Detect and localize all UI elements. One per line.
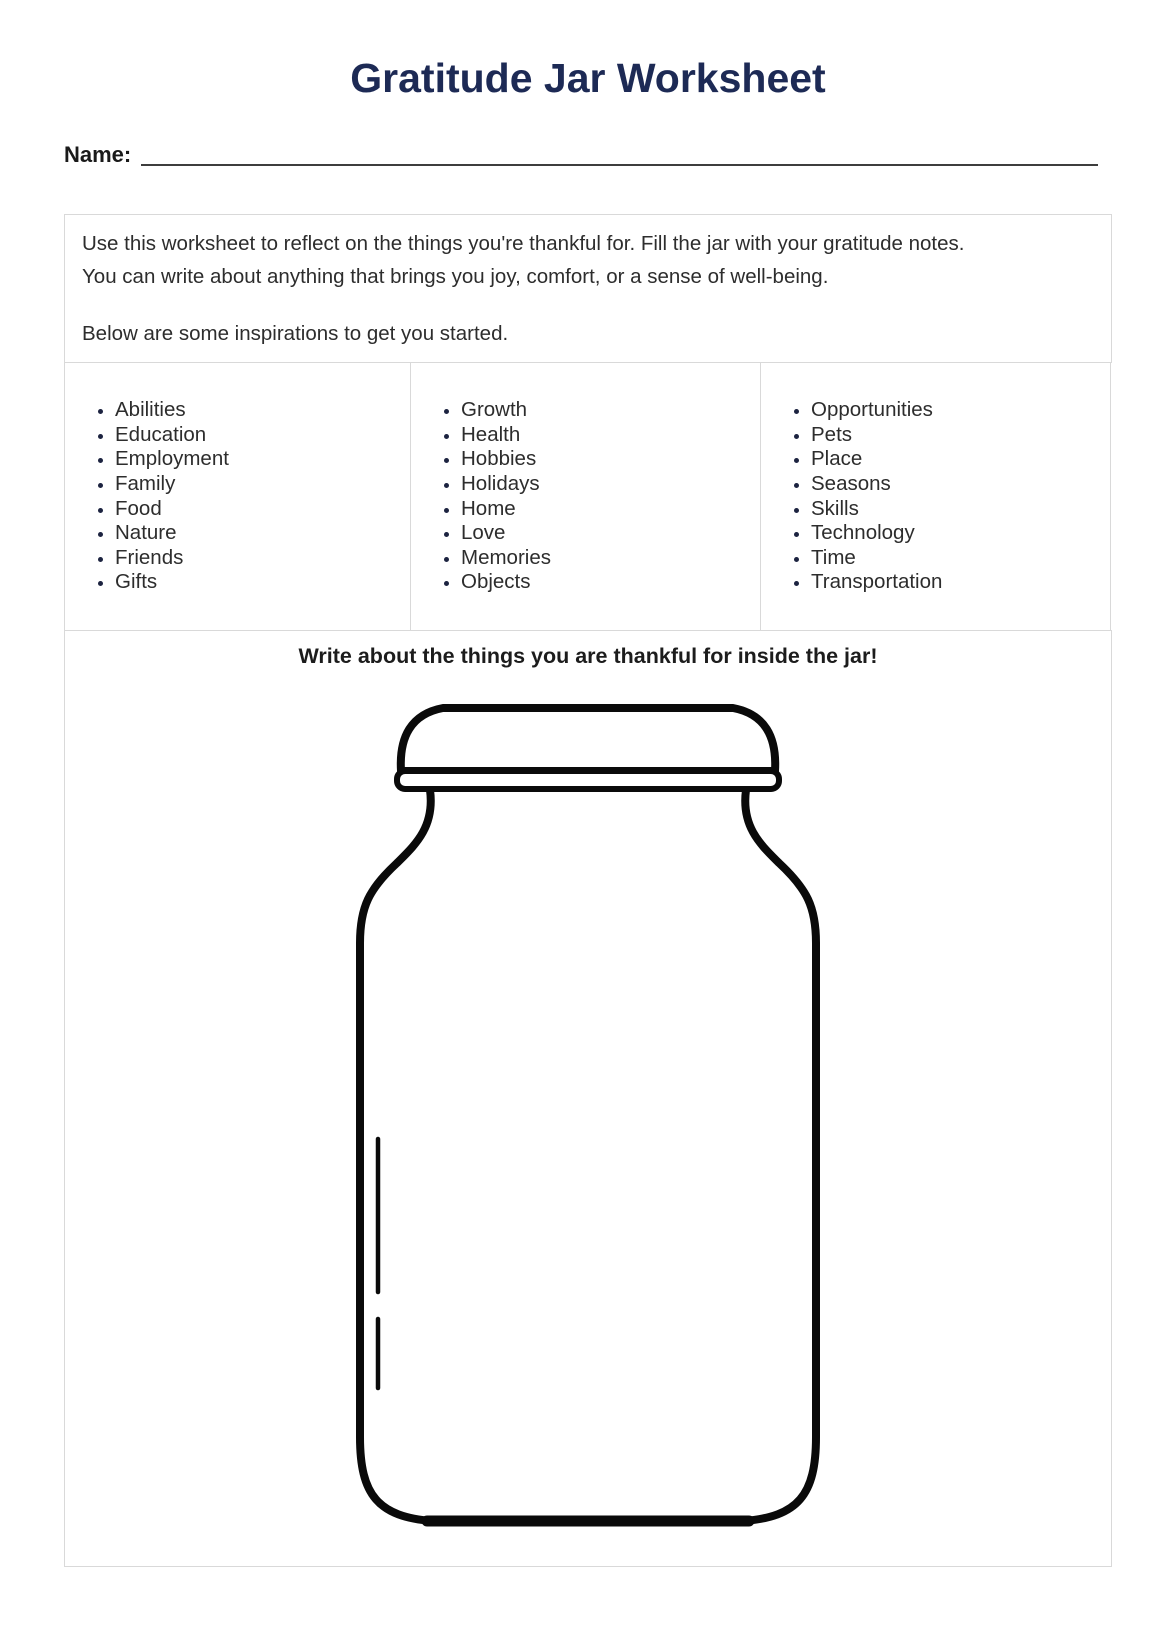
jar-section-heading: Write about the things you are thankful for inside the jar! <box>298 644 878 668</box>
list-item: • Education <box>115 423 229 448</box>
name-label: Name: <box>64 142 132 167</box>
list-item: • Hobbies <box>461 447 551 472</box>
list-item: • Health <box>461 423 551 448</box>
instructions-text-line: Use this worksheet to reflect on the things you're thankful for. Fill the jar with your gratitude notes. <box>82 232 965 255</box>
list-item: • Seasons <box>811 472 942 497</box>
list-item: • Gifts <box>115 570 229 595</box>
list-item: • Employment <box>115 447 229 472</box>
name-fill-in-line <box>141 142 1098 166</box>
list-item: • Family <box>115 472 229 497</box>
inspirations-column-2 <box>410 362 761 631</box>
list-item: • Opportunities <box>811 398 942 423</box>
inspirations-column-1 <box>64 362 411 631</box>
instructions-text-line: Below are some inspirations to get you started. <box>82 322 509 345</box>
jar-body <box>360 790 816 1521</box>
inspirations-column-3 <box>760 362 1111 631</box>
list-item: • Skills <box>811 497 942 522</box>
list-item: • Food <box>115 497 229 522</box>
list-item: • Memories <box>461 546 551 571</box>
list-item: • Friends <box>115 546 229 571</box>
jar-illustration <box>353 695 828 1530</box>
list-item: • Place <box>811 447 942 472</box>
inspirations-list <box>411 398 551 595</box>
list-item: • Home <box>461 497 551 522</box>
instructions-text-line: You can write about anything that brings you joy, comfort, or a sense of well-being. <box>82 265 829 288</box>
page-title: Gratitude Jar Worksheet <box>350 55 826 101</box>
list-item: • Holidays <box>461 472 551 497</box>
list-item: • Transportation <box>811 570 942 595</box>
list-item: • Growth <box>461 398 551 423</box>
list-item: • Technology <box>811 521 942 546</box>
list-item: • Objects <box>461 570 551 595</box>
inspirations-columns <box>64 362 1112 631</box>
list-item: • Abilities <box>115 398 229 423</box>
inspirations-list <box>65 398 229 595</box>
list-item: • Nature <box>115 521 229 546</box>
list-item: • Pets <box>811 423 942 448</box>
spacer <box>82 293 1094 317</box>
list-item: • Time <box>811 546 942 571</box>
jar-lid-band <box>397 771 779 789</box>
name-row <box>64 142 1098 168</box>
jar-lid <box>401 708 775 771</box>
instructions-box <box>64 214 1112 363</box>
inspirations-list <box>761 398 942 595</box>
jar-writing-area <box>64 630 1112 1567</box>
list-item: • Love <box>461 521 551 546</box>
